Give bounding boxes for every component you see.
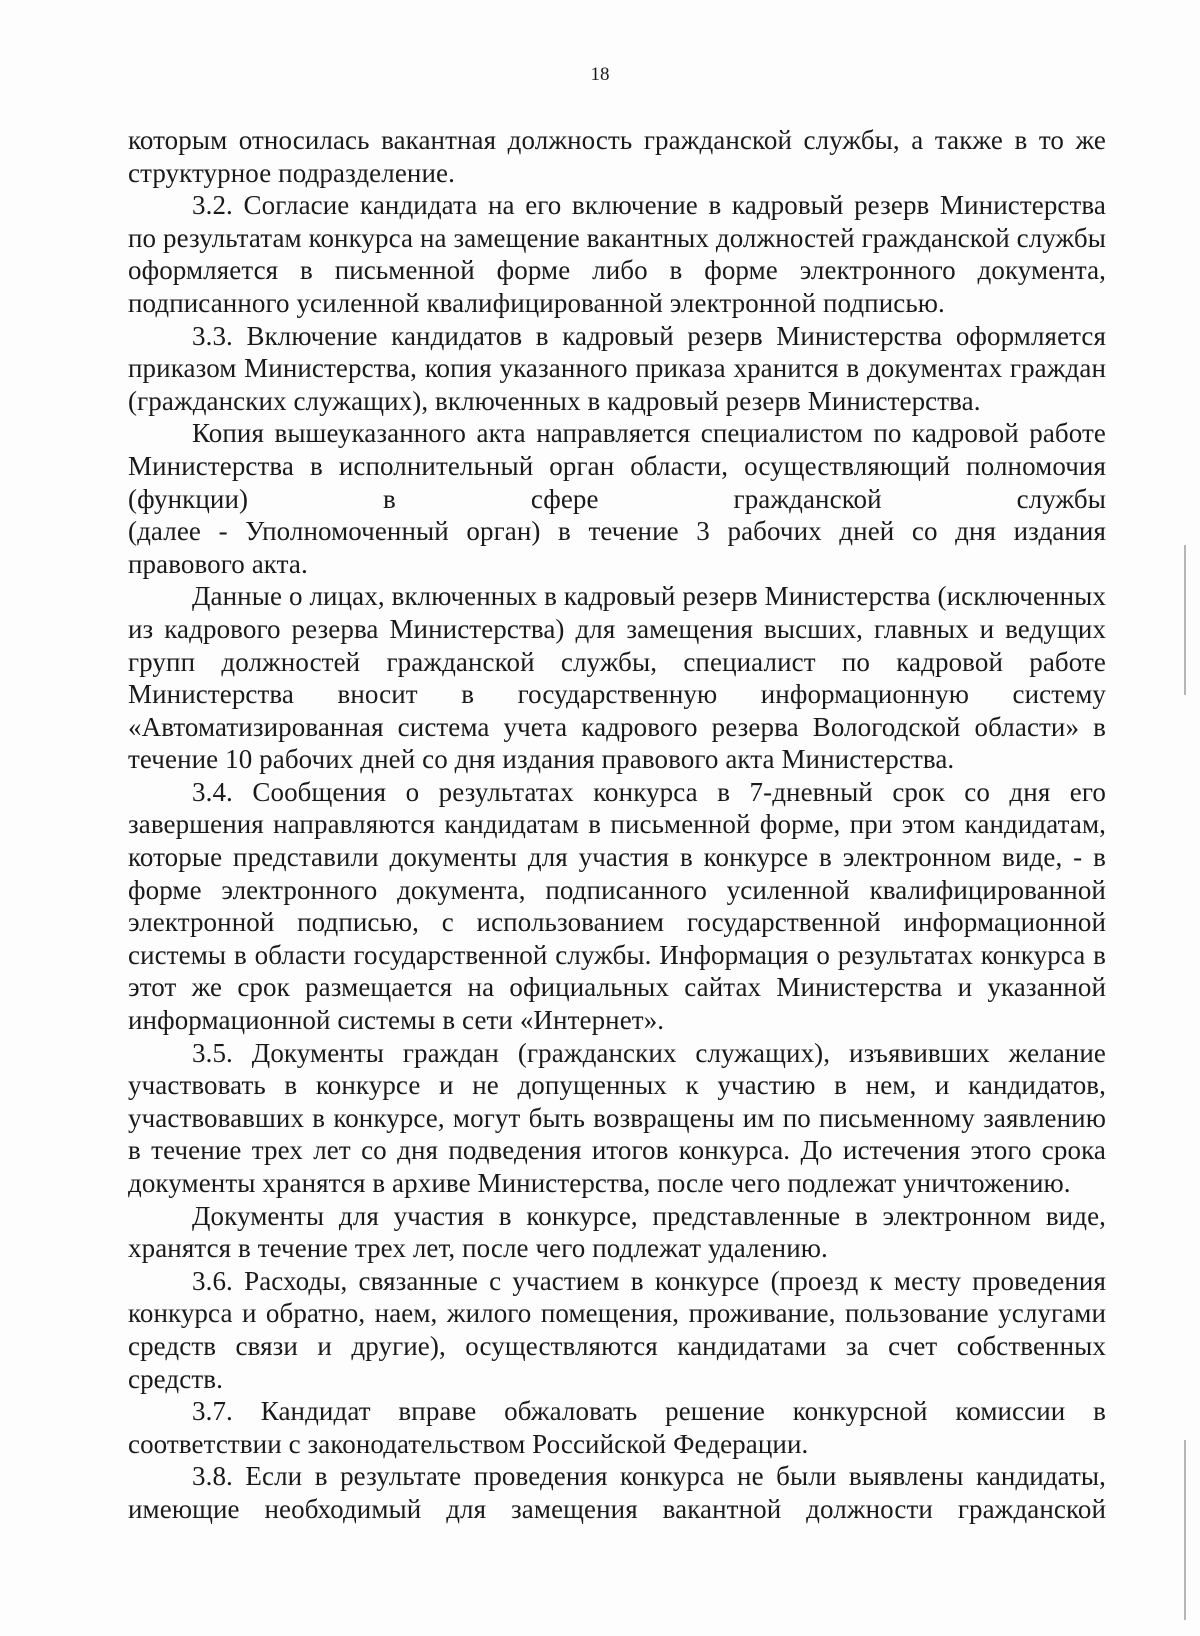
- paragraph: 3.6. Расходы, связанные с участием в конкурсе (проезд к месту проведения конкурса и обратно, наем, жилого помещения, проживание, пользование услугами средств связи и другие), осуществляются кандидатами за счет собственных средств.: [128, 1265, 1106, 1394]
- scan-edge-mark: [1184, 1440, 1186, 1620]
- paragraph: 3.5. Документы граждан (гражданских служащих), изъявивших желание участвовать в конкурсе и не допущенных к участию в нем, и кандидатов, участвовавших в конкурсе, могут быть возвращены им по письменному заявлению в течение трех лет со дня подведения итогов конкурса. До истечения этого срока документы хранятся в архиве Министерства, после чего подлежат уничтожению.: [128, 1037, 1106, 1198]
- document-body: [128, 124, 1106, 1526]
- page-number: 18: [590, 64, 610, 85]
- paragraph: 3.8. Если в результате проведения конкурса не были выявлены кандидаты, имеющие необходимый для замещения вакантной должности гражданской: [128, 1461, 1106, 1524]
- paragraph: (далее - Уполномоченный орган) в течение 3 рабочих дней со дня издания правового акта.: [128, 516, 1106, 579]
- paragraph: 3.2. Согласие кандидата на его включение в кадровый резерв Министерства по результатам конкурса на замещение вакантных должностей гражданской службы оформляется в письменной форме либо в форме электронного документа, подписанного усиленной квалифицированной электронной подписью.: [128, 190, 1106, 318]
- scan-edge-mark: [1184, 545, 1186, 695]
- paragraph: которым относилась вакантная должность гражданской службы, а также в то же структурное подразделение.: [128, 125, 1106, 188]
- paragraph: 3.7. Кандидат вправе обжаловать решение конкурсной комиссии в соответствии с законодательством Российской Федерации.: [128, 1396, 1106, 1459]
- paragraph: Данные о лицах, включенных в кадровый резерв Министерства (исключенных из кадрового резерва Министерства) для замещения высших, главных и ведущих групп должностей гражданской службы, специалист по кадровой работе Министерства вносит в государственную информационную систему «Автоматизированная система учета кадрового резерва Вологодской области» в течение 10 рабочих дней со дня издания правового акта Министерства.: [128, 581, 1106, 775]
- paragraph: Документы для участия в конкурсе, представленные в электронном виде, хранятся в течение трех лет, после чего подлежат удалению.: [128, 1200, 1106, 1264]
- paragraph: Копия вышеуказанного акта направляется специалистом по кадровой работе Министерства в исполнительный орган области, осуществляющий полномочия (функции) в сфере гражданской службы: [128, 418, 1106, 514]
- paragraph: 3.4. Сообщения о результатах конкурса в 7-дневный срок со дня его завершения направляются кандидатам в письменной форме, при этом кандидатам, которые представили документы для участия в конкурсе в электронном виде, - в форме электронного документа, подписанного усиленной квалифицированной электронной подписью, с использованием государственной информационной системы в области государственной службы. Информация о результатах конкурса в этот же срок размещается на официальных сайтах Министерства и указанной информационной системы в сети «Интернет».: [128, 776, 1106, 1036]
- paragraph: 3.3. Включение кандидатов в кадровый резерв Министерства оформляется приказом Министерства, копия указанного приказа хранится в документах граждан (гражданских служащих), включенных в кадровый резерв Министерства.: [128, 320, 1106, 416]
